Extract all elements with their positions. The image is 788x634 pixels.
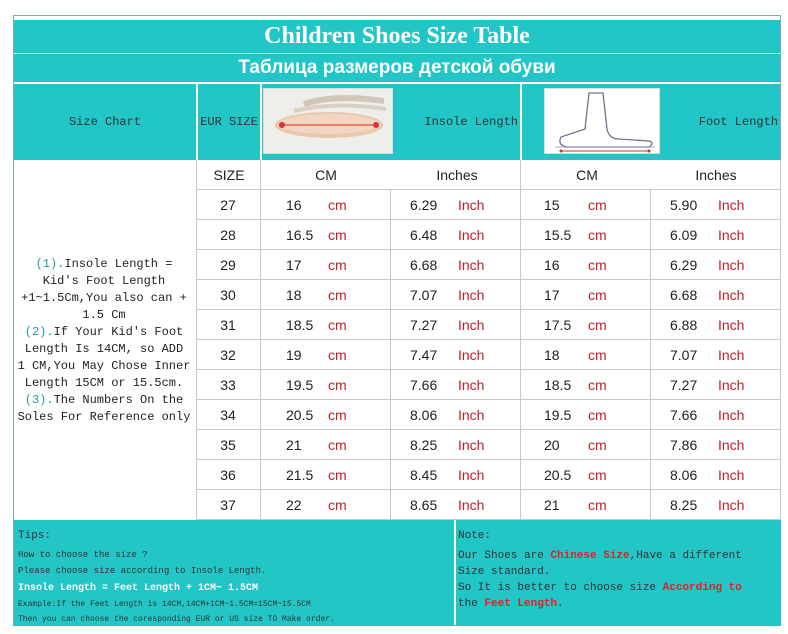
page-title: Children Shoes Size Table	[14, 20, 780, 53]
table-row	[196, 310, 781, 340]
foot-inch-unit: Inch	[718, 437, 745, 453]
insole-cm-unit: cm	[328, 347, 347, 363]
insole-inch-unit: Inch	[458, 467, 485, 483]
insole-cm-value: 21.5	[286, 467, 314, 483]
insole-inch-unit: Inch	[458, 437, 485, 453]
insole-cm-unit: cm	[328, 257, 347, 273]
foot-cm-unit: cm	[588, 497, 607, 513]
header-foot-length: Foot Length	[698, 115, 778, 129]
foot-inch-unit: Inch	[718, 197, 745, 213]
table-row	[196, 490, 781, 520]
insole-cm-value: 21	[286, 437, 302, 453]
size-cell: 31	[220, 317, 236, 333]
instruction-line: +1~1.5Cm,You also can +	[21, 291, 187, 305]
header-insole-length: Insole Length	[424, 115, 518, 129]
header-eur-size: EUR SIZE	[200, 115, 258, 129]
foot-inch-value: 7.27	[670, 377, 698, 393]
size-cell: 33	[220, 377, 236, 393]
foot-illustration	[545, 89, 661, 155]
insole-cm-unit: cm	[328, 197, 347, 213]
instruction-line: 1.5 Cm	[82, 308, 126, 322]
foot-cm-value: 20.5	[544, 467, 572, 483]
insole-illustration	[264, 89, 394, 155]
tips-formula: Insole Length = Feet Length + 1CM~ 1.5CM	[18, 583, 259, 594]
size-table	[196, 190, 781, 520]
insole-cm-value: 17	[286, 257, 302, 273]
foot-cm-value: 19.5	[544, 407, 572, 423]
insole-cm-unit: cm	[328, 317, 347, 333]
insole-inch-unit: Inch	[458, 497, 485, 513]
foot-inch-value: 8.25	[670, 497, 698, 513]
tips-line: Please choose size according to Insole Length.	[18, 566, 267, 576]
size-cell: 35	[220, 437, 236, 453]
insole-cm-value: 18	[286, 287, 302, 303]
size-cell: 34	[220, 407, 236, 423]
table-row	[196, 220, 781, 250]
tips-panel	[14, 520, 454, 626]
insole-inch-value: 6.48	[410, 227, 438, 243]
note-label: Note:	[458, 530, 492, 542]
insole-cm-value: 19	[286, 347, 302, 363]
insole-cm-value: 18.5	[286, 317, 314, 333]
header-divider	[260, 84, 262, 160]
foot-inch-unit: Inch	[718, 257, 745, 273]
page-subtitle: Таблица размеров детской обуви	[14, 54, 780, 82]
insole-inch-unit: Inch	[458, 287, 485, 303]
insole-inch-value: 6.68	[410, 257, 438, 273]
foot-cm-unit: cm	[588, 347, 607, 363]
foot-inch-unit: Inch	[718, 467, 745, 483]
foot-inch-unit: Inch	[718, 497, 745, 513]
insole-inch-unit: Inch	[458, 347, 485, 363]
insole-cm-value: 19.5	[286, 377, 314, 393]
foot-inch-value: 7.07	[670, 347, 698, 363]
foot-cm-unit: cm	[588, 467, 607, 483]
size-cell: 37	[220, 497, 236, 513]
instruction-line: (3).The Numbers On the	[24, 393, 184, 407]
instruction-line: (2).If Your Kid's Foot	[24, 325, 184, 339]
instruction-line: 1 CM,You May Chose Inner	[17, 359, 191, 373]
insole-cm-value: 22	[286, 497, 302, 513]
insole-inch-unit: Inch	[458, 317, 485, 333]
header-divider	[520, 84, 522, 160]
insole-cm-unit: cm	[328, 377, 347, 393]
insole-inch-unit: Inch	[458, 227, 485, 243]
note-line: Size standard.	[458, 566, 551, 578]
size-cell: 27	[220, 197, 236, 213]
col-foot-inches: Inches	[695, 167, 737, 183]
table-row	[196, 340, 781, 370]
foot-cm-unit: cm	[588, 317, 607, 333]
size-cell: 28	[220, 227, 236, 243]
table-row	[196, 190, 781, 220]
size-cell: 32	[220, 347, 236, 363]
foot-inch-unit: Inch	[718, 347, 745, 363]
table-row	[196, 280, 781, 310]
insole-inch-value: 8.06	[410, 407, 438, 423]
col-insole-inches: Inches	[436, 167, 478, 183]
tips-line: How to choose the size ?	[18, 550, 148, 560]
insole-cm-unit: cm	[328, 467, 347, 483]
insole-inch-unit: Inch	[458, 407, 485, 423]
foot-cm-value: 20	[544, 437, 560, 453]
foot-inch-unit: Inch	[718, 287, 745, 303]
insole-inch-unit: Inch	[458, 257, 485, 273]
insole-inch-value: 8.65	[410, 497, 438, 513]
table-row	[196, 460, 781, 490]
instruction-line: Soles For Reference only	[17, 410, 191, 424]
col-foot-cm: CM	[576, 167, 598, 183]
table-row	[196, 430, 781, 460]
col-size: SIZE	[213, 167, 245, 183]
insole-cm-unit: cm	[328, 407, 347, 423]
foot-cm-value: 18.5	[544, 377, 572, 393]
foot-image	[544, 88, 660, 154]
size-cell: 29	[220, 257, 236, 273]
insole-cm-unit: cm	[328, 437, 347, 453]
table-row	[196, 250, 781, 280]
insole-image	[263, 88, 393, 154]
insole-cm-unit: cm	[328, 287, 347, 303]
insole-inch-value: 8.25	[410, 437, 438, 453]
instruction-line: Length Is 14CM, so ADD	[24, 342, 184, 356]
column-headers	[198, 161, 780, 189]
instruction-line: Kid's Foot Length	[42, 274, 166, 288]
note-panel	[456, 520, 781, 626]
foot-cm-value: 17.5	[544, 317, 572, 333]
insole-inch-value: 7.47	[410, 347, 438, 363]
tips-line: Example:If the Feet Length is 14CM,14CM+1CM~1.5CM=15CM~15.5CM	[18, 600, 311, 609]
note-line: Our Shoes are Chinese Size,Have a different	[458, 550, 742, 562]
table-row	[196, 400, 781, 430]
size-instructions	[14, 256, 194, 426]
foot-inch-unit: Inch	[718, 407, 745, 423]
insole-inch-unit: Inch	[458, 377, 485, 393]
foot-inch-value: 6.29	[670, 257, 698, 273]
insole-inch-unit: Inch	[458, 197, 485, 213]
foot-cm-unit: cm	[588, 197, 607, 213]
table-row	[196, 370, 781, 400]
note-line: the Feet Length.	[458, 598, 564, 610]
size-cell: 30	[220, 287, 236, 303]
insole-cm-unit: cm	[328, 497, 347, 513]
insole-inch-value: 7.66	[410, 377, 438, 393]
instruction-line: Length 15CM or 15.5cm.	[24, 376, 184, 390]
foot-cm-unit: cm	[588, 437, 607, 453]
foot-inch-unit: Inch	[718, 317, 745, 333]
foot-cm-unit: cm	[588, 407, 607, 423]
insole-cm-value: 16.5	[286, 227, 314, 243]
insole-inch-value: 8.45	[410, 467, 438, 483]
size-cell: 36	[220, 467, 236, 483]
foot-cm-value: 18	[544, 347, 560, 363]
foot-cm-unit: cm	[588, 257, 607, 273]
foot-inch-value: 7.66	[670, 407, 698, 423]
tips-label: Tips:	[18, 530, 52, 542]
foot-cm-unit: cm	[588, 227, 607, 243]
insole-inch-value: 7.27	[410, 317, 438, 333]
header-size-chart: Size Chart	[68, 115, 141, 129]
insole-cm-value: 16	[286, 197, 302, 213]
foot-inch-unit: Inch	[718, 377, 745, 393]
note-line: So It is better to choose size According to	[458, 582, 742, 594]
tips-line: Then you can choose the coresponding EUR or US size TO Make order.	[18, 615, 335, 624]
foot-inch-value: 6.88	[670, 317, 698, 333]
col-insole-cm: CM	[315, 167, 337, 183]
insole-cm-unit: cm	[328, 227, 347, 243]
foot-inch-value: 6.09	[670, 227, 698, 243]
foot-cm-value: 16	[544, 257, 560, 273]
foot-cm-value: 21	[544, 497, 560, 513]
insole-inch-value: 7.07	[410, 287, 438, 303]
foot-cm-unit: cm	[588, 287, 607, 303]
insole-cm-value: 20.5	[286, 407, 314, 423]
foot-inch-value: 6.68	[670, 287, 698, 303]
foot-inch-unit: Inch	[718, 227, 745, 243]
foot-inch-value: 8.06	[670, 467, 698, 483]
foot-cm-value: 15.5	[544, 227, 572, 243]
foot-inch-value: 7.86	[670, 437, 698, 453]
foot-cm-value: 17	[544, 287, 560, 303]
instruction-line: (1).Insole Length =	[35, 257, 173, 271]
insole-inch-value: 6.29	[410, 197, 438, 213]
foot-inch-value: 5.90	[670, 197, 698, 213]
foot-cm-value: 15	[544, 197, 560, 213]
foot-cm-unit: cm	[588, 377, 607, 393]
